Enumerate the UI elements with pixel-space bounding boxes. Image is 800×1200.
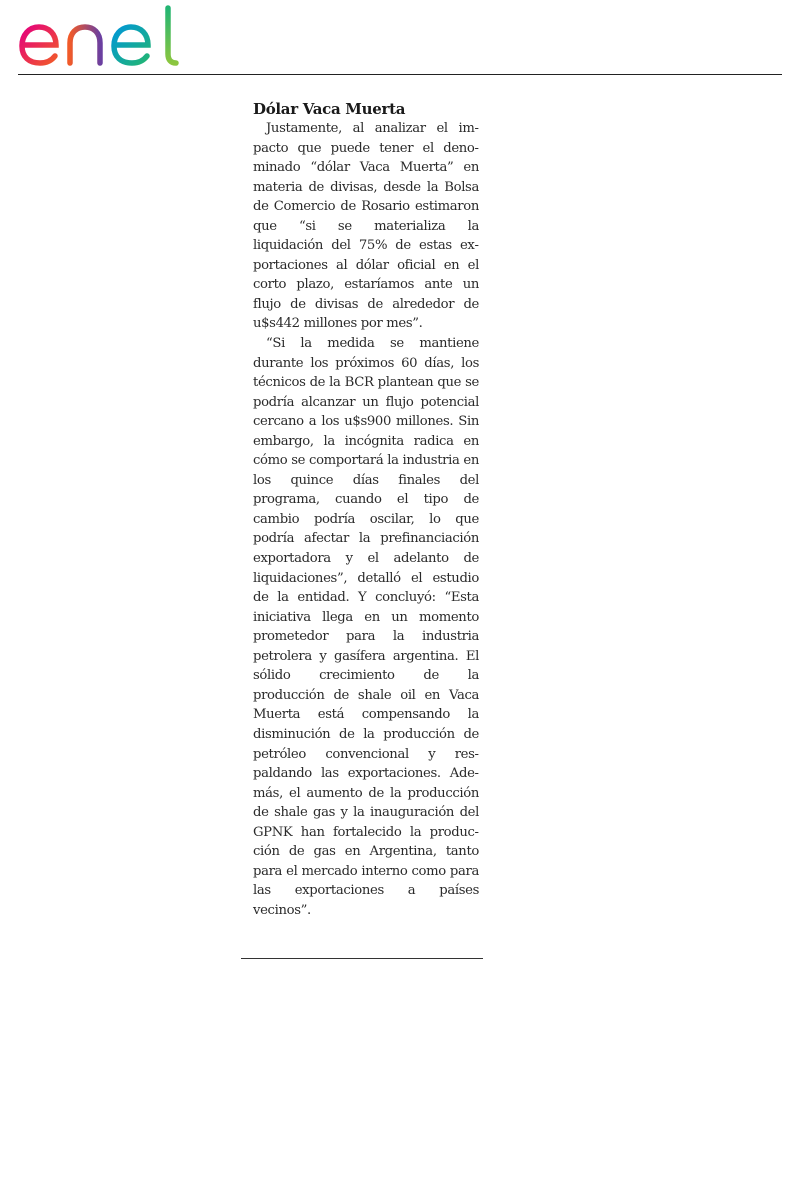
logo-letter-l bbox=[168, 8, 176, 63]
article bbox=[253, 99, 479, 920]
article-headline: Dólar Vaca Muerta bbox=[253, 100, 406, 118]
enel-logo-graphic bbox=[18, 4, 180, 68]
enel-logo bbox=[18, 4, 180, 68]
header-divider bbox=[18, 74, 782, 75]
article-paragraph-1: Justamente, al analizar el impacto que puede tener el denominado “dólar Vaca Muerta” en materia de divisas, desde la Bolsa de Comercio de Rosario estimaron que “si se materializa la liquidación del 75% de estas exportaciones al dólar oficial en el corto plazo, estaríamos ante un flujo de divisas de alrededor de u$s442 millones por mes”. bbox=[253, 121, 479, 332]
logo-letter-e-2 bbox=[114, 27, 148, 63]
article-end-divider bbox=[241, 958, 483, 959]
logo-letter-n bbox=[70, 27, 100, 63]
logo-letter-e-1 bbox=[22, 27, 56, 63]
article-paragraph-2: “Si la medida se mantiene durante los próximos 60 días, los técnicos de la BCR plantean que se podría alcanzar un flujo potencial cercano a los u$s900 millones. Sin embargo, la incógnita radica en cómo se comportará la industria en los quince días finales del programa, cuando el tipo de cambio podría oscilar, lo que podría afectar la prefinanciación exportadora y el adelanto de liquidaciones”, detalló el estudio de la entidad. Y concluyó: “Esta iniciativa llega en un momento prometedor para la industria petrolera y gasífera argentina. El sólido crecimiento de la producción de shale oil en Vaca Muerta está compensando la disminución de la producción de petróleo convencional y respaldando las exportaciones. Además, el aumento de la producción de shale gas y la inauguración del GPNK han fortalecido la producción de gas en Argentina, tanto para el mercado interno como para las exportaciones a países vecinos”. bbox=[253, 336, 479, 918]
